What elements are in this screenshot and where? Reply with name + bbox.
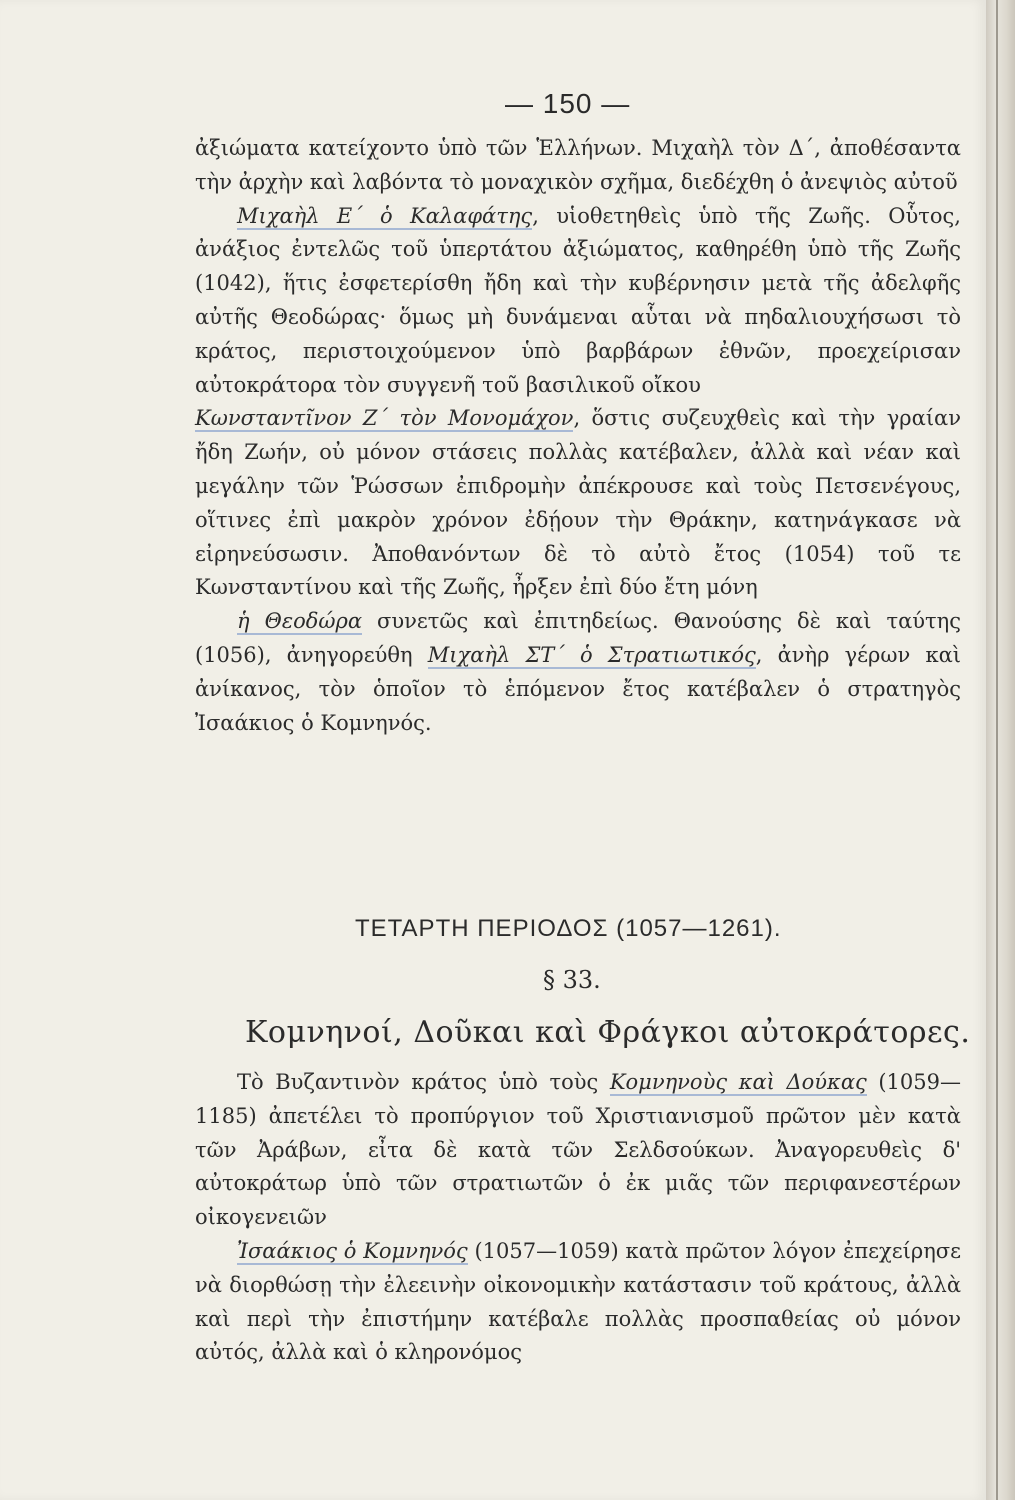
- body-text-top: [195, 132, 961, 740]
- page-number: — 150 —: [505, 88, 631, 119]
- body-text-bottom: [195, 1066, 961, 1370]
- paragraph-constantine: [195, 402, 961, 605]
- ruler-name: Ἰσαάκιος ὁ Κομνηνός: [237, 1238, 468, 1263]
- ruler-name: Μιχαὴλ Ε΄ ὁ Καλαφάτης: [237, 203, 533, 228]
- ruler-name: ἡ Θεοδώρα: [237, 609, 363, 634]
- paragraph-michael-v: [195, 200, 961, 403]
- paragraph-opening: [195, 132, 961, 200]
- paragraph-text: , ἀνὴρ γέρων καὶ ἀνίκανος, τὸν ὁποῖον τὸ ἑπόμενον ἔτος κατέβαλεν ὁ στρατηγὸς Ἰσαάκιος ὁ Κομνηνός.: [195, 642, 961, 735]
- section-number: § 33.: [543, 966, 601, 994]
- paragraph-text: (1059—1185) ἀπετέλει τὸ προπύργιον τοῦ Χριστιανισμοῦ πρῶτον μὲν κατὰ τῶν Ἀράβων, εἶτα δὲ κατὰ τῶν Σελδσούκων. Ἀναγορευθεὶς δ' αὐτοκράτωρ ὑπὸ τῶν στρατιωτῶν ὁ ἐκ μιᾶς τῶν περιφανεστέρων οἰκογενειῶν: [195, 1070, 961, 1230]
- ruler-name: Μιχαὴλ ΣΤ΄ ὁ Στρατιωτικός: [427, 642, 756, 667]
- paragraph-text: , ὅστις συζευχθεὶς καὶ τὴν γραίαν ἤδη Ζωήν, οὐ μόνον στάσεις πολλὰς κατέβαλεν, ἀλλὰ καὶ νέαν καὶ μεγάλην τῶν Ῥώσσων ἐπιδρομὴν ἀπέκρουσε καὶ τοὺς Πετσενέγους, οἵτινες ἐπὶ μακρὸν χρόνον ἐδῄουν τὴν Θράκην, κατηνάγκασε νὰ εἰρηνεύσωσιν. Ἀποθανόντων δὲ τὸ αὐτὸ ἔτος (1054) τοῦ τε Κωνσταντίνου καὶ τῆς Ζωῆς, ἦρξεν ἐπὶ δύο ἔτη μόνη: [195, 406, 961, 600]
- page-edge: [986, 0, 1015, 1500]
- ruler-name: Κωνσταντῖνον Ζ΄ τὸν Μονομάχον: [195, 406, 574, 431]
- paragraph-text: ἀξιώματα κατείχοντο ὑπὸ τῶν Ἑλλήνων. Μιχαὴλ τὸν Δ΄, ἀποθέσαντα τὴν ἀρχὴν καὶ λαβόντα τὸ μοναχικὸν σχῆμα, διεδέχθη ὁ ἀνεψιὸς αὐτοῦ: [195, 136, 961, 194]
- ruler-name: Κομνηνοὺς καὶ Δούκας: [609, 1070, 867, 1094]
- paragraph-text: , υἱοθετηθεὶς ὑπὸ τῆς Ζωῆς. Οὗτος, ἀνάξιος ἐντελῶς τοῦ ὑπερτάτου ἀξιώματος, καθηρέθη ὑπὸ τῆς Ζωῆς (1042), ἥτις ἐσφετερίσθη ἤδη καὶ τὴν κυβέρνησιν μετὰ τῆς ἀδελφῆς αὐτῆς Θεοδώρας· ὅμως μὴ δυνάμεναι αὗται νὰ πηδαλιουχήσωσι τὸ κράτος, περιστοιχούμενον ὑπὸ βαρβάρων ἐθνῶν, προεχείρισαν αὐτοκράτορα τὸν συγγενῆ τοῦ βασιλικοῦ οἴκου: [195, 203, 961, 397]
- paragraph-komnenoi: [195, 1066, 961, 1235]
- page-fold-line: [996, 0, 998, 1500]
- paragraph-text: (1057—1059) κατὰ πρῶτον λόγον ἐπεχείρησε νὰ διορθώσῃ τὴν ἐλεεινὴν οἰκονομικὴν κατάστασιν τοῦ κράτους, ἀλλὰ καὶ περὶ τὴν ἐπιστήμην κατέβαλε πολλὰς προσπαθείας οὐ μόνον αὐτός, ἀλλὰ καὶ ὁ κληρονόμος: [195, 1238, 961, 1365]
- paragraph-text: Τὸ Βυζαντινὸν κράτος ὑπὸ τοὺς: [237, 1070, 610, 1094]
- period-heading: ΤΕΤΑΡΤΗ ΠΕΡΙΟΔΟΣ (1057—1261).: [355, 915, 782, 942]
- paragraph-text: συνετῶς καὶ ἐπιτηδείως. Θανούσης δὲ καὶ ταύτης (1056), ἀνηγορεύθη: [195, 609, 961, 667]
- paragraph-isaac: [195, 1235, 961, 1370]
- paragraph-theodora: [195, 605, 961, 740]
- section-title: Κομνηνοί, Δοῦκαι καὶ Φράγκοι αὐτοκράτορες.: [245, 1015, 971, 1050]
